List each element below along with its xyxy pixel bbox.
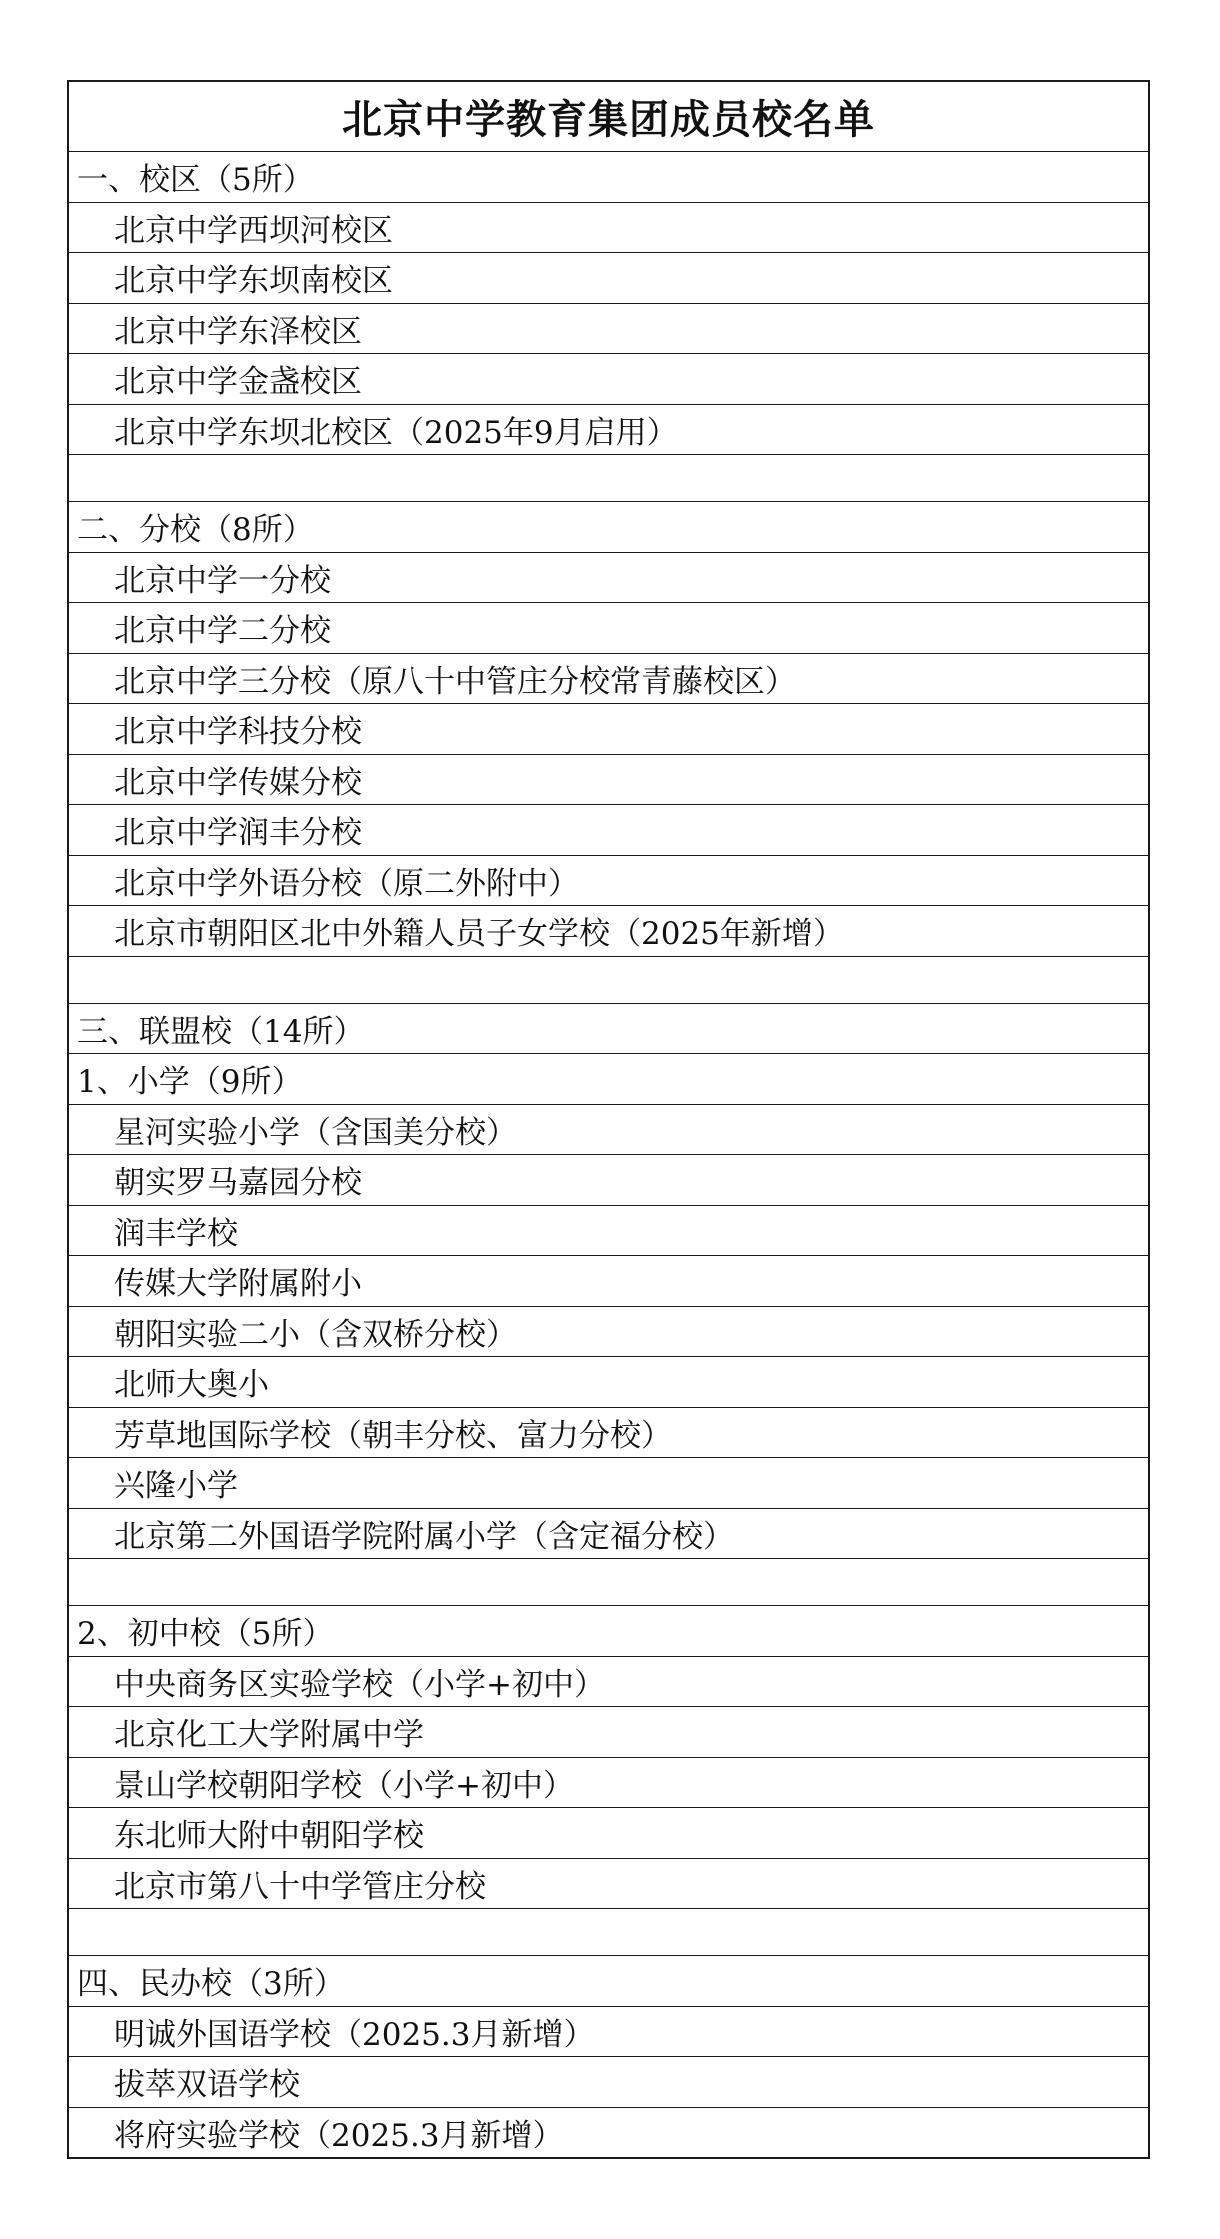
school-row — [68, 704, 1149, 755]
school-name-cell: 将府实验学校（2025.3月新增） — [68, 2107, 1149, 2158]
school-row — [68, 303, 1149, 354]
school-name-cell: 传媒大学附属附小 — [68, 1256, 1149, 1307]
school-name-cell: 北京中学润丰分校 — [68, 805, 1149, 856]
school-name-cell: 中央商务区实验学校（小学+初中） — [68, 1656, 1149, 1707]
school-name-cell: 星河实验小学（含国美分校） — [68, 1104, 1149, 1155]
member-school-table — [67, 80, 1150, 2159]
school-name-cell: 北京第二外国语学院附属小学（含定福分校） — [68, 1508, 1149, 1559]
section-header-cell: 四、民办校（3所） — [68, 1956, 1149, 2007]
school-row — [68, 1656, 1149, 1707]
school-name-cell: 北京中学西坝河校区 — [68, 202, 1149, 253]
school-row — [68, 552, 1149, 603]
school-row — [68, 2107, 1149, 2158]
school-row — [68, 1205, 1149, 1256]
blank-cell — [68, 956, 1149, 1003]
school-name-cell: 北京中学二分校 — [68, 603, 1149, 654]
school-row — [68, 805, 1149, 856]
section-header-cell: 2、初中校（5所） — [68, 1606, 1149, 1657]
school-row — [68, 1757, 1149, 1808]
school-name-cell: 北京市朝阳区北中外籍人员子女学校（2025年新增） — [68, 906, 1149, 957]
school-row — [68, 906, 1149, 957]
school-name-cell: 拔萃双语学校 — [68, 2057, 1149, 2108]
school-row — [68, 1707, 1149, 1758]
section-header-cell: 1、小学（9所） — [68, 1054, 1149, 1105]
school-name-cell: 北京中学东坝南校区 — [68, 253, 1149, 304]
school-name-cell: 北京中学金盏校区 — [68, 354, 1149, 405]
school-name-cell: 北京中学外语分校（原二外附中） — [68, 855, 1149, 906]
school-name-cell: 北师大奥小 — [68, 1357, 1149, 1408]
school-name-cell: 润丰学校 — [68, 1205, 1149, 1256]
section-header-cell: 一、校区（5所） — [68, 152, 1149, 203]
school-row — [68, 1104, 1149, 1155]
school-name-cell: 北京中学一分校 — [68, 552, 1149, 603]
blank-cell — [68, 1559, 1149, 1606]
school-name-cell: 北京中学传媒分校 — [68, 754, 1149, 805]
school-row — [68, 1808, 1149, 1859]
blank-cell — [68, 455, 1149, 502]
school-row — [68, 1458, 1149, 1509]
school-row — [68, 855, 1149, 906]
school-name-cell: 北京中学科技分校 — [68, 704, 1149, 755]
school-row — [68, 404, 1149, 455]
school-name-cell: 朝实罗马嘉园分校 — [68, 1155, 1149, 1206]
school-row — [68, 1508, 1149, 1559]
school-name-cell: 景山学校朝阳学校（小学+初中） — [68, 1757, 1149, 1808]
school-name-cell: 朝阳实验二小（含双桥分校） — [68, 1306, 1149, 1357]
table-title: 北京中学教育集团成员校名单 — [342, 96, 875, 143]
section-header-row — [68, 1054, 1149, 1105]
section-header-cell: 三、联盟校（14所） — [68, 1003, 1149, 1054]
section-header-row — [68, 152, 1149, 203]
school-row — [68, 1256, 1149, 1307]
blank-cell — [68, 1909, 1149, 1956]
school-name-cell: 北京市第八十中学管庄分校 — [68, 1858, 1149, 1909]
section-header-row — [68, 1003, 1149, 1054]
blank-row — [68, 1909, 1149, 1956]
section-header-row — [68, 1606, 1149, 1657]
blank-row — [68, 455, 1149, 502]
blank-row — [68, 956, 1149, 1003]
table-body — [68, 81, 1149, 2158]
school-row — [68, 1155, 1149, 1206]
school-row — [68, 202, 1149, 253]
school-name-cell: 兴隆小学 — [68, 1458, 1149, 1509]
school-row — [68, 653, 1149, 704]
school-row — [68, 354, 1149, 405]
section-header-row — [68, 502, 1149, 553]
school-name-cell: 北京化工大学附属中学 — [68, 1707, 1149, 1758]
school-row — [68, 2057, 1149, 2108]
school-row — [68, 603, 1149, 654]
school-name-cell: 明诚外国语学校（2025.3月新增） — [68, 2006, 1149, 2057]
school-name-cell: 北京中学三分校（原八十中管庄分校常青藤校区） — [68, 653, 1149, 704]
school-row — [68, 1407, 1149, 1458]
school-row — [68, 1357, 1149, 1408]
title-row — [68, 81, 1149, 152]
school-name-cell: 北京中学东泽校区 — [68, 303, 1149, 354]
school-row — [68, 1306, 1149, 1357]
school-name-cell: 东北师大附中朝阳学校 — [68, 1808, 1149, 1859]
blank-row — [68, 1559, 1149, 1606]
school-row — [68, 253, 1149, 304]
section-header-row — [68, 1956, 1149, 2007]
school-name-cell: 芳草地国际学校（朝丰分校、富力分校） — [68, 1407, 1149, 1458]
section-header-cell: 二、分校（8所） — [68, 502, 1149, 553]
school-name-cell: 北京中学东坝北校区（2025年9月启用） — [68, 404, 1149, 455]
school-row — [68, 2006, 1149, 2057]
school-row — [68, 1858, 1149, 1909]
school-row — [68, 754, 1149, 805]
